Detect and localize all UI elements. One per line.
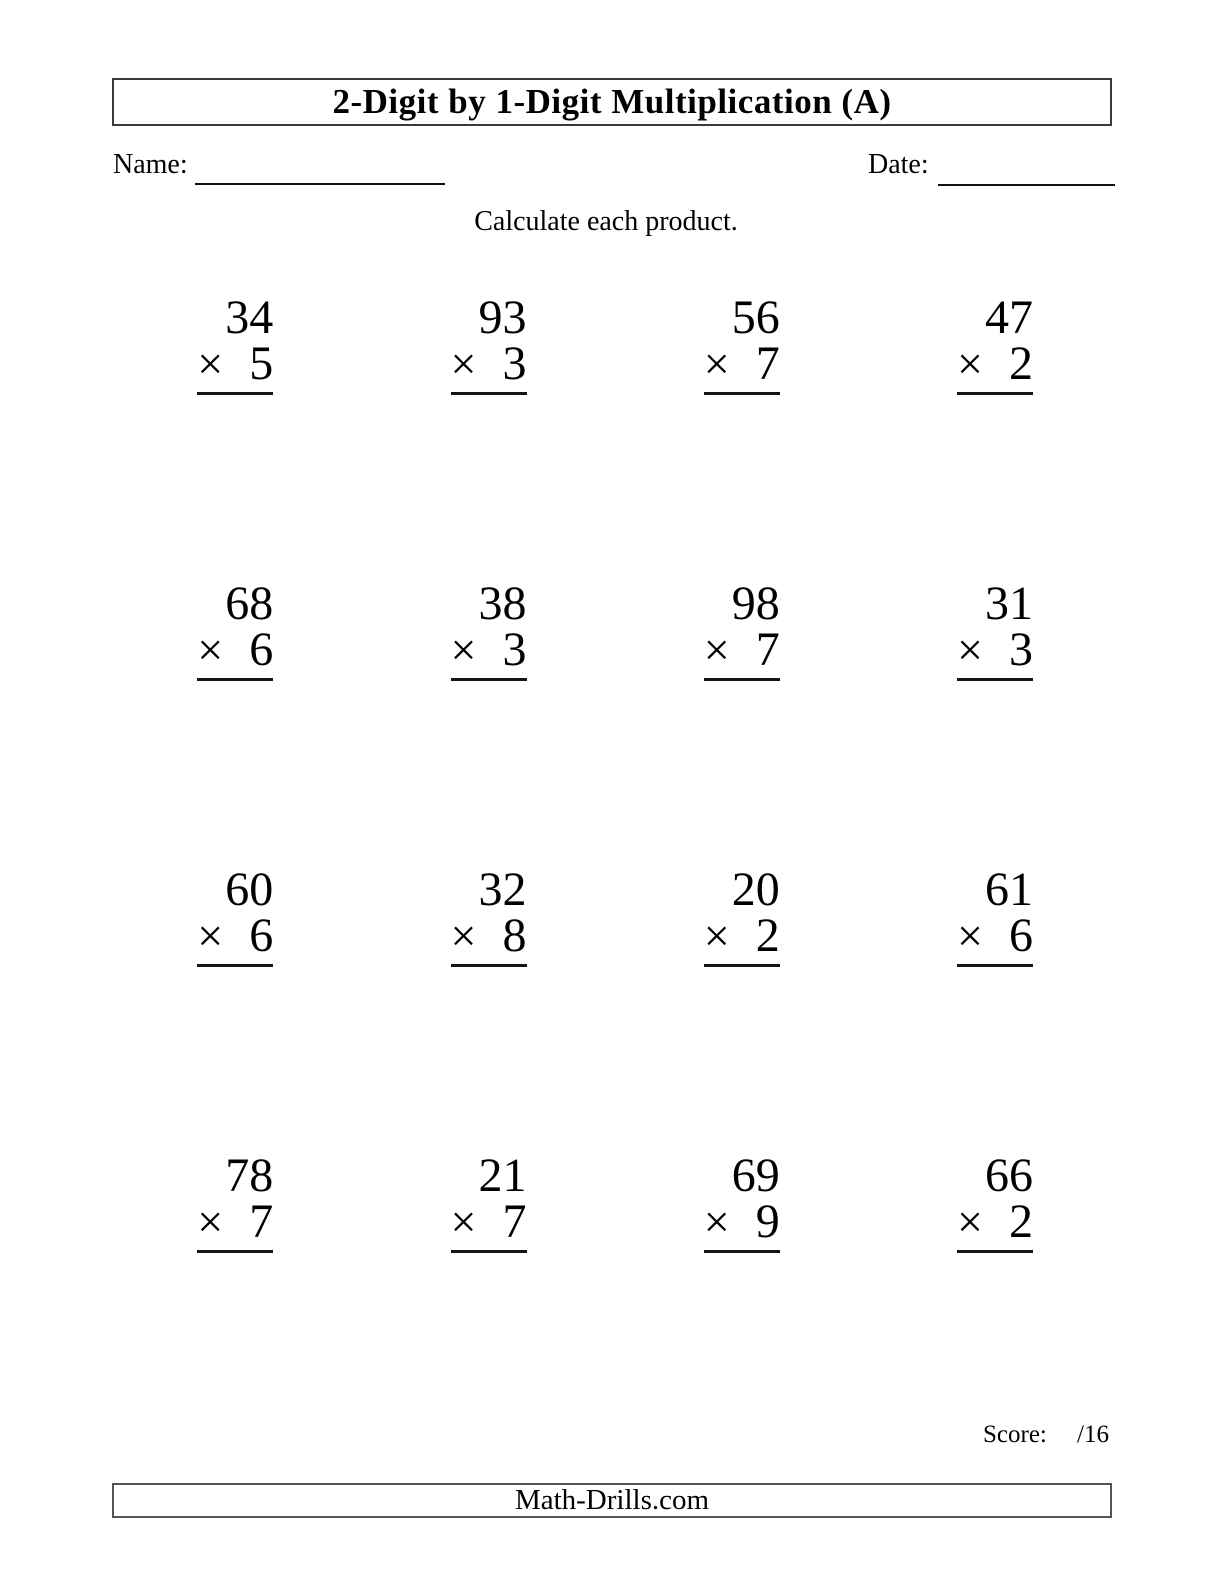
multiplicand-value: 32 <box>478 863 527 916</box>
score-label: Score: <box>983 1421 1047 1448</box>
score-total: /16 <box>1077 1421 1109 1448</box>
multiplier-value: 2 <box>755 909 780 962</box>
multiplication-problem <box>197 863 274 967</box>
multiply-sign: × <box>703 1196 730 1247</box>
problems-grid <box>20 291 1033 1439</box>
multiplicand-value: 60 <box>225 863 274 916</box>
multiply-sign: × <box>450 1196 477 1247</box>
multiply-sign: × <box>957 1196 983 1247</box>
multiplication-problem <box>450 1149 527 1253</box>
multiplicand-value: 56 <box>731 291 780 344</box>
multiplication-problem <box>197 291 274 395</box>
multiply-sign: × <box>197 910 224 961</box>
multiply-sign: × <box>957 624 983 675</box>
multiplier-value: 6 <box>249 909 274 962</box>
multiplication-problem <box>957 1149 1033 1253</box>
multiplication-problem <box>957 291 1033 395</box>
multiplicand-value: 34 <box>225 291 274 344</box>
multiplier-value: 2 <box>1009 337 1033 390</box>
multiplication-problem <box>957 577 1033 681</box>
instruction-text: Calculate each product. <box>474 206 738 237</box>
multiplier-value: 7 <box>755 623 780 676</box>
multiplicand-value: 31 <box>985 577 1033 630</box>
date-label: Date: <box>868 149 929 180</box>
multiplication-problem <box>703 1149 780 1253</box>
page-title: 2-Digit by 1-Digit Multiplication (A) <box>332 82 892 121</box>
multiplication-problem <box>450 863 527 967</box>
multiply-sign: × <box>197 624 224 675</box>
multiplication-problem <box>197 1149 274 1253</box>
multiplication-problem <box>450 291 527 395</box>
multiply-sign: × <box>197 1196 224 1247</box>
name-label: Name: <box>113 149 188 180</box>
multiply-sign: × <box>450 338 477 389</box>
multiply-sign: × <box>703 910 730 961</box>
multiply-sign: × <box>703 624 730 675</box>
multiplication-problem <box>957 863 1033 967</box>
multiplier-value: 2 <box>1009 1195 1033 1248</box>
multiplicand-value: 78 <box>225 1149 274 1202</box>
multiplicand-value: 61 <box>985 863 1033 916</box>
multiplier-value: 3 <box>1009 623 1033 676</box>
multiplicand-value: 38 <box>478 577 527 630</box>
title-box <box>112 78 1112 126</box>
multiplicand-value: 20 <box>731 863 780 916</box>
multiply-sign: × <box>703 338 730 389</box>
multiplicand-value: 68 <box>225 577 274 630</box>
multiply-sign: × <box>957 338 983 389</box>
multiplier-value: 8 <box>502 909 527 962</box>
name-blank-line[interactable] <box>195 183 445 185</box>
multiplicand-value: 47 <box>985 291 1033 344</box>
multiplicand-value: 93 <box>478 291 527 344</box>
multiplication-problem <box>703 577 780 681</box>
multiplicand-value: 98 <box>731 577 780 630</box>
multiplication-problem <box>703 863 780 967</box>
multiplier-value: 7 <box>502 1195 527 1248</box>
date-blank-line[interactable] <box>938 184 1115 186</box>
multiplier-value: 6 <box>249 623 274 676</box>
multiplier-value: 5 <box>249 337 274 390</box>
multiply-sign: × <box>450 910 477 961</box>
multiplicand-value: 66 <box>985 1149 1033 1202</box>
multiplier-value: 6 <box>1009 909 1033 962</box>
multiplication-problem <box>197 577 274 681</box>
multiplier-value: 3 <box>502 337 527 390</box>
multiply-sign: × <box>957 910 983 961</box>
multiply-sign: × <box>197 338 224 389</box>
multiplicand-value: 21 <box>478 1149 527 1202</box>
multiplier-value: 7 <box>249 1195 274 1248</box>
multiplicand-value: 69 <box>731 1149 780 1202</box>
multiplication-problem <box>703 291 780 395</box>
multiply-sign: × <box>450 624 477 675</box>
footer-box <box>112 1483 1112 1518</box>
multiplication-problem <box>450 577 527 681</box>
multiplier-value: 7 <box>755 337 780 390</box>
footer-brand-text: Math-Drills.com <box>514 1484 710 1516</box>
multiplier-value: 3 <box>502 623 527 676</box>
multiplier-value: 9 <box>755 1195 780 1248</box>
